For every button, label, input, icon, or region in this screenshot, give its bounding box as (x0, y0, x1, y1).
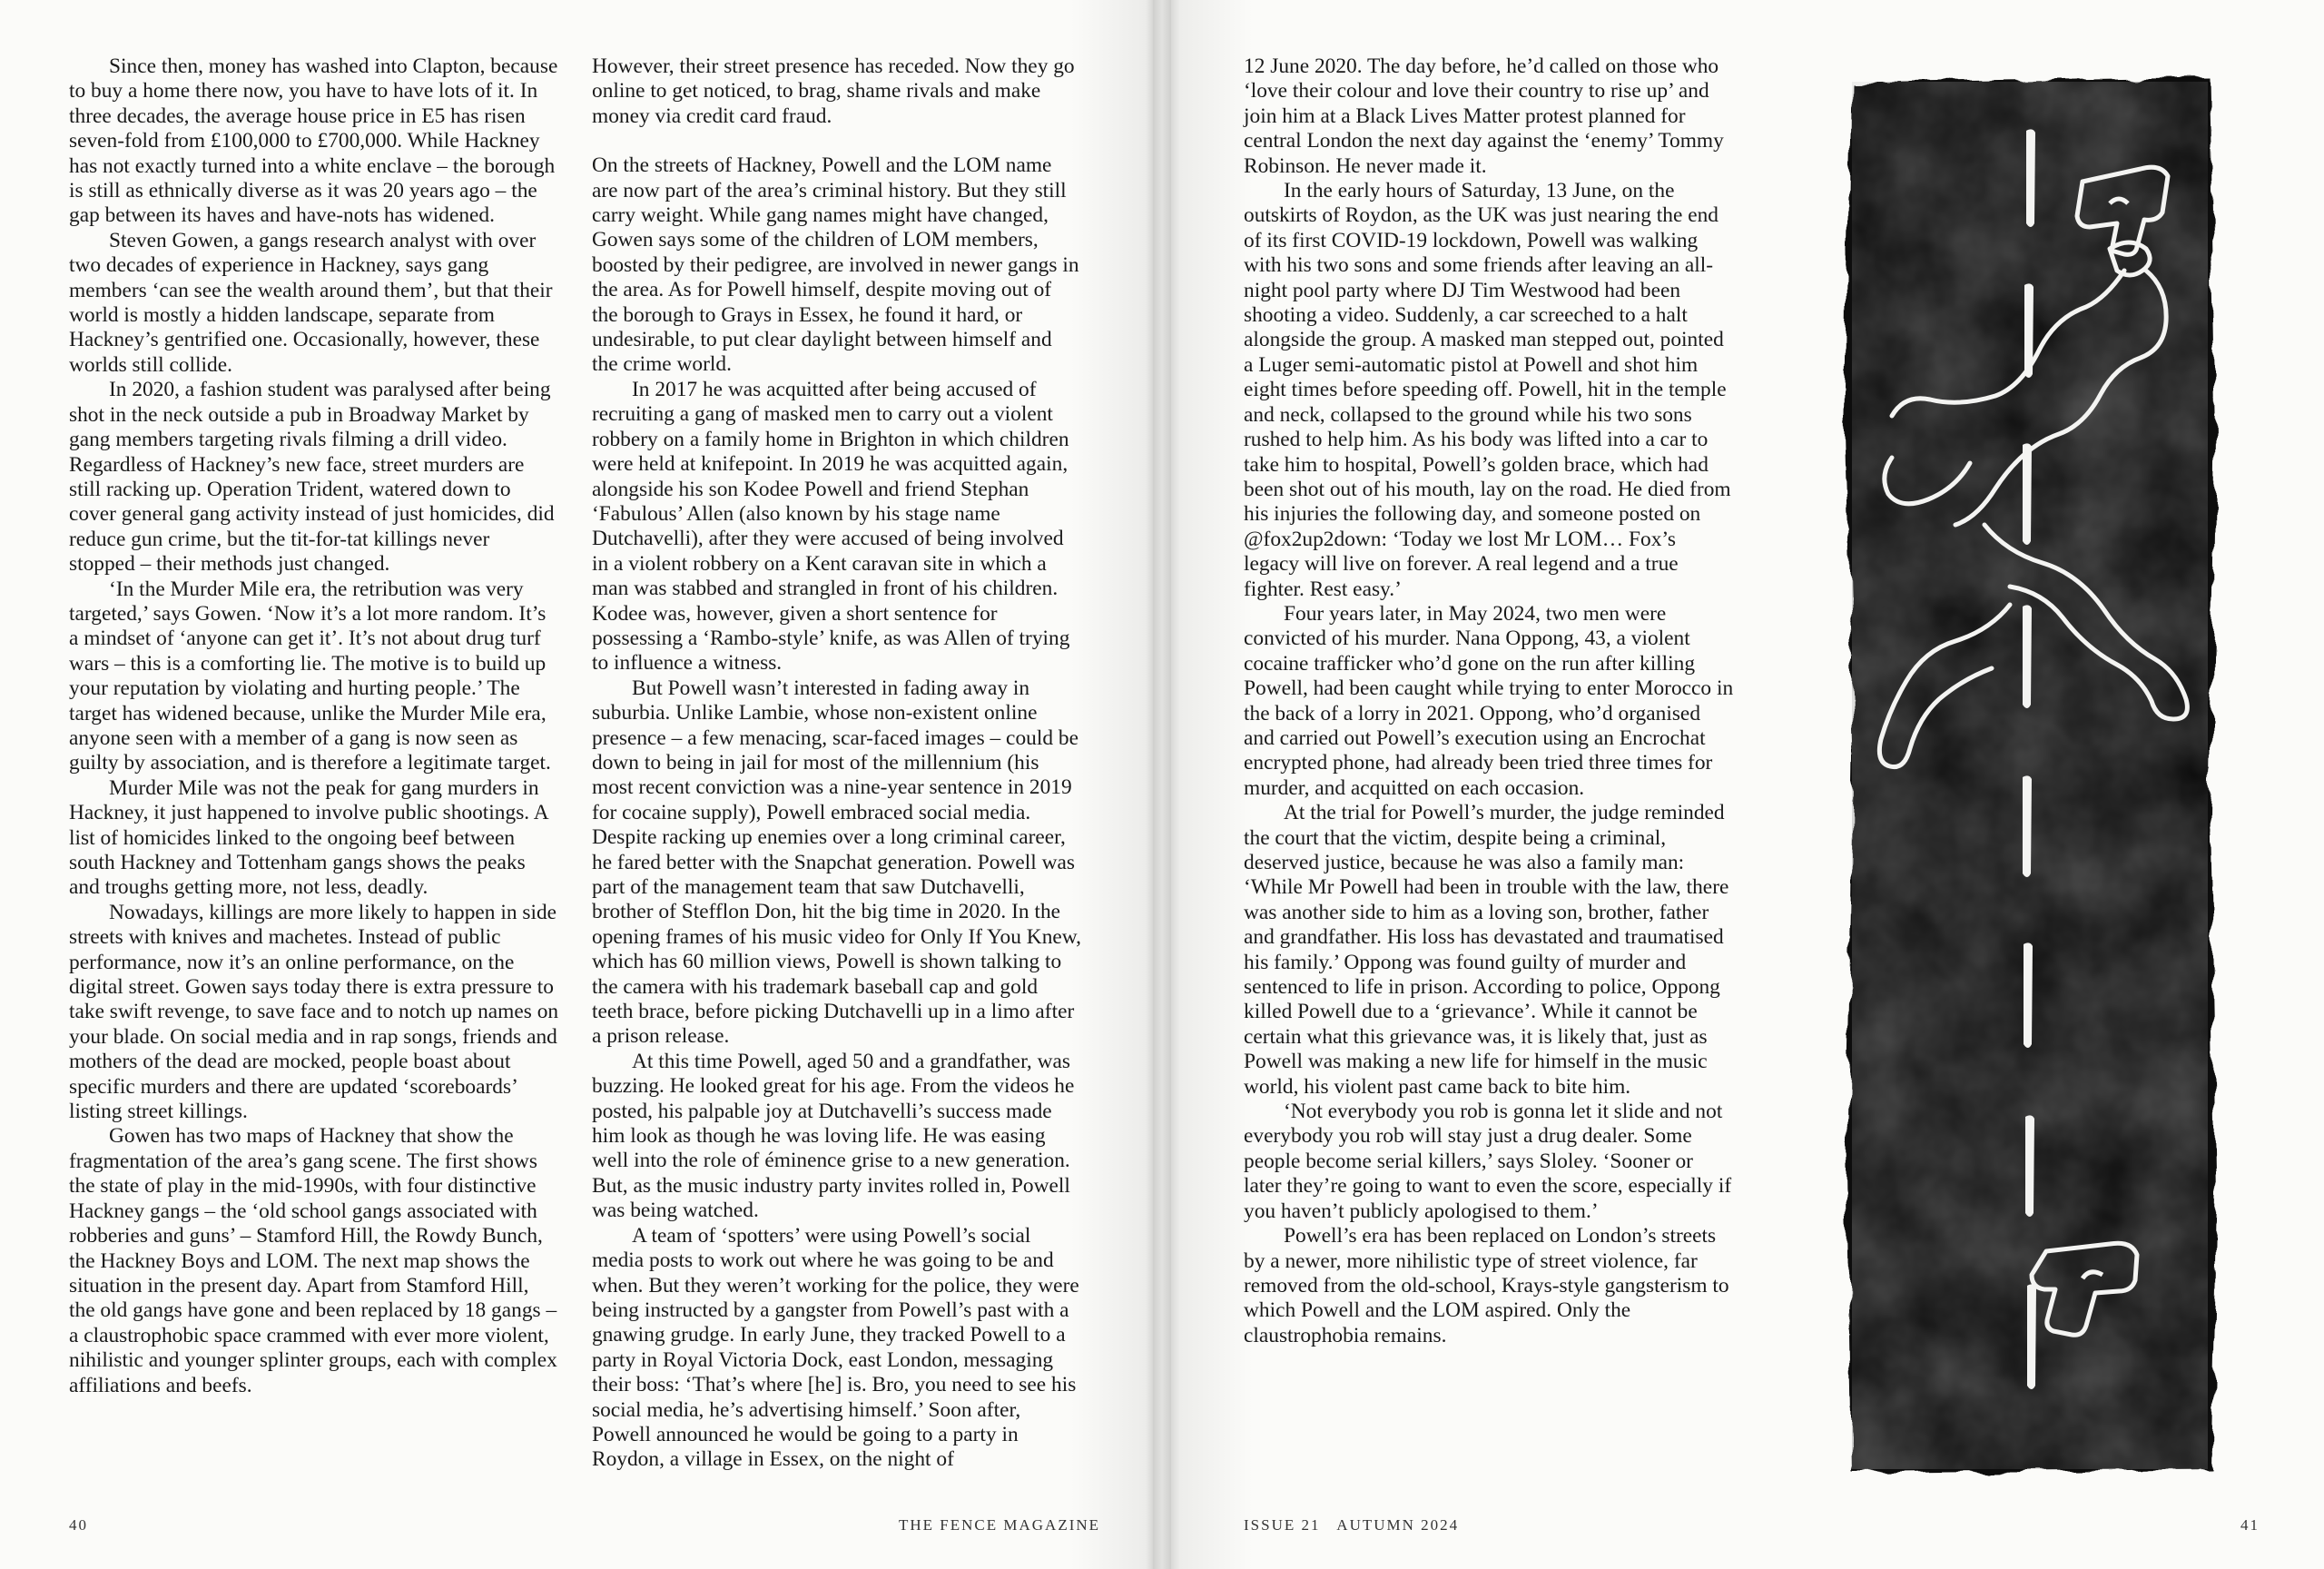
paragraph: In the early hours of Saturday, 13 June, on the outskirts of Roydon, as the UK was just nearing the end of its first COVID-19 lockdown, Powell was walking with his two sons and some friends after leaving an all-night pool party where DJ Tim Westwood had been shooting a video. Suddenly, a car screeched to a halt alongside the group. A masked man stepped out, pointed a Luger semi-automatic pistol at Powell and shot him eight times before speeding off. Powell, hit in the temple and neck, collapsed to the ground while his two sons rushed to help him. As his body was lifted into a car to take him to hospital, Powell’s golden brace, which had been shot out of his mouth, lay on the road. He died from his injuries the following day, and someone posted on @fox2up2down: ‘Today we lost Mr LOM… Fox’s legacy will live on forever. A real legend and a true fighter. Rest easy.’ (1244, 179, 1731, 601)
paragraph: On the streets of Hackney, Powell and the LOM name are now part of the area’s criminal history. But they still carry weight. While gang names might have changed, Gowen says some of the children of LOM members, boosted by their pedigree, are involved in newer gangs in the area. As for Powell himself, despite moving out of the borough to Grays in Essex, he found it hard, or undesirable, to put clear daylight between himself and the crime world. (592, 153, 1079, 377)
road-chalk-outline-illustration (1837, 71, 2222, 1476)
page-number-right: 41 (2240, 1516, 2260, 1534)
paragraph: In 2020, a fashion student was paralysed after being shot in the neck outside a pub in Broadway Market by gang members targeting rivals filming a drill video. Regardless of Hackney’s new face, street murders are still racking up. Operation Trident, watered down to cover general gang activity instead of just homicides, did reduce gun crime, but the tit-for-tat killings never stopped – their methods just changed. (69, 378, 555, 577)
paragraph: Murder Mile was not the peak for gang murders in Hackney, it just happened to involve public shootings. A list of homicides linked to the ongoing beef between south Hackney and Tottenham gangs shows the peaks and troughs getting more, not less, deadly. (69, 775, 548, 900)
paragraph: Gowen has two maps of Hackney that show the fragmentation of the area’s gang scene. The first shows the state of play in the mid-1990s, with four distinctive Hackney gangs – the ‘old school gangs associated with robberies and guns’ – Stamford Hill, the Rowdy Bunch, the Hackney Boys and LOM. The next map shows the situation in the present day. Apart from Stamford Hill, the old gangs have gone and been replaced by 18 gangs – a claustrophobic space crammed with ever more violent, nihilistic and younger splinter groups, each with complex affiliations and beefs. (69, 1124, 557, 1397)
paragraph: A team of ‘spotters’ were using Powell’s social media posts to work out where he was going to be and when. But they weren’t working for the police, they were being instructed by a gangster from Powell’s past with a gnawing grudge. In early June, they tracked Powell to a party in Royal Victoria Dock, east London, messaging their boss: ‘That’s where [he] is. Bro, you need to see his social media, he’s advertising himself.’ Soon after, Powell announced he would be going to a party in Roydon, a village in Essex, on the night of (592, 1223, 1079, 1472)
column-2 (592, 54, 1082, 1473)
paragraph: Four years later, in May 2024, two men were convicted of his murder. Nana Oppong, 43, a violent cocaine trafficker who’d gone on the run after killing Powell, had been caught while trying to enter Morocco in the back of a lorry in 2021. Oppong, who’d organised and carried out Powell’s execution using an Encrochat encrypted phone, had already been tried three times for murder, and acquitted on each occasion. (1244, 601, 1734, 800)
paragraph: ‘Not everybody you rob is gonna let it slide and not everybody you rob will stay just a drug dealer. Some people become serial killers,’ says Sloley. ‘Sooner or later they’re going to want to even the score, especially if you haven’t publicly apologised to them.’ (1244, 1100, 1732, 1223)
paragraph: In 2017 he was acquitted after being accused of recruiting a gang of masked men to carry out a violent robbery on a family home in Brighton in which children were held at knifepoint. In 2019 he was acquitted again, alongside his son Kodee Powell and friend Stephan ‘Fabulous’ Allen (also known by his stage name Dutchavelli), after they were accused of being involved in a violent robbery on a Kent caravan site in which a man was stabbed and strangled in front of his children. Kodee was, however, given a short sentence for possessing a ‘Rambo-style’ knife, as was Allen of trying to influence a witness. (592, 377, 1070, 676)
paragraph: At this time Powell, aged 50 and a grandfather, was buzzing. He looked great for his age. From the videos he posted, his palpable joy at Dutchavelli’s success made him look as though he was loving life. He was easing well into the role of éminence grise to a new generation. But, as the music industry party invites rolled in, Powell was being watched. (592, 1049, 1075, 1223)
paragraph: ‘In the Murder Mile era, the retribution was very targeted,’ says Gowen. ‘Now it’s a lot more random. It’s a mindset of ‘anyone can get it’. It’s not about drug turf wars – this is a comforting lie. The motive is to build up your reputation by violating and hurting people.’ The target has widened because, unlike the Murder Mile era, anyone seen with a member of a gang is now seen as guilty by association, and is therefore a legitimate target. (69, 577, 551, 775)
issue-info: ISSUE 21 AUTUMN 2024 (1244, 1516, 1460, 1534)
paragraph-continued: 12 June 2020. The day before, he’d called on those who ‘love their colour and love their country to rise up’ and join him at a Black Lives Matter protest planned for central London the next day against the ‘enemy’ Tommy Robinson. He never made it. (1244, 54, 1724, 178)
paragraph: Since then, money has washed into Clapton, because to buy a home there now, you have to have lots of it. In three decades, the average house price in E5 has risen seven-fold from £100,000 to £700,000. While Hackney has not exactly turned into a white enclave – the borough is still as ethnically diverse as it was 20 years ago – the gap between its haves and have-nots has widened. (69, 54, 558, 228)
paragraph: Nowadays, killings are more likely to happen in side streets with knives and machetes. Instead of public performance, now it’s an online performance, on the digital street. Gowen says today there is extra pressure to take swift revenge, to save face and to notch up names on your blade. On social media and in rap songs, friends and mothers of the dead are mocked, people boast about specific murders and there are updated ‘scoreboards’ listing street killings. (69, 900, 559, 1124)
paragraph: Powell’s era has been replaced on London’s streets by a newer, more nihilistic type of street violence, far removed from the old-school, Krays-style gangsterism to which Powell and the LOM aspired. Only the claustrophobia remains. (1244, 1224, 1729, 1347)
paragraph-continued: However, their street presence has receded. Now they go online to get noticed, to brag, shame rivals and make money via credit card fraud. (592, 54, 1075, 128)
column-3 (1244, 54, 1734, 1348)
column-1 (69, 54, 559, 1398)
running-title: THE FENCE MAGAZINE (899, 1516, 1101, 1534)
paragraph: But Powell wasn’t interested in fading away in suburbia. Unlike Lambie, whose non-existent online presence – a few menacing, scar-faced images – could be down to being in jail for most of the millennium (his most recent conviction was a nine-year sentence in 2019 for cocaine supply), Powell embraced social media. Despite racking up enemies over a long criminal career, he fared better with the Snapchat generation. Powell was part of the management team that saw Dutchavelli, brother of Stefflon Don, hit the big time in 2020. In the opening frames of his music video for Only If You Knew, which has 60 million views, Powell is shown talking to the camera with his trademark baseball cap and gold teeth brace, before picking Dutchavelli up in a limo after a prison release. (592, 676, 1081, 1049)
paragraph: Steven Gowen, a gangs research analyst with over two decades of experience in Hackney, says gang members ‘can see the wealth around them’, but that their world is mostly a hidden landscape, separate from Hackney’s gentrified one. Occasionally, however, these worlds still collide. (69, 228, 553, 377)
page-number-left: 40 (69, 1516, 88, 1534)
book-gutter (1153, 0, 1171, 1569)
paragraph: At the trial for Powell’s murder, the judge reminded the court that the victim, despite being a criminal, deserved justice, because he was also a family man: ‘While Mr Powell had been in trouble with the law, there was another side to him as a loving son, brother, father and grandfather. His loss has devastated and traumatised his family.’ Oppong was found guilty of murder and sentenced to life in prison. According to police, Oppong killed Powell due to a ‘grievance’. While it cannot be certain what this grievance was, it is likely that, just as Powell was making a new life for himself in the music world, his violent past came back to bite him. (1244, 801, 1729, 1099)
